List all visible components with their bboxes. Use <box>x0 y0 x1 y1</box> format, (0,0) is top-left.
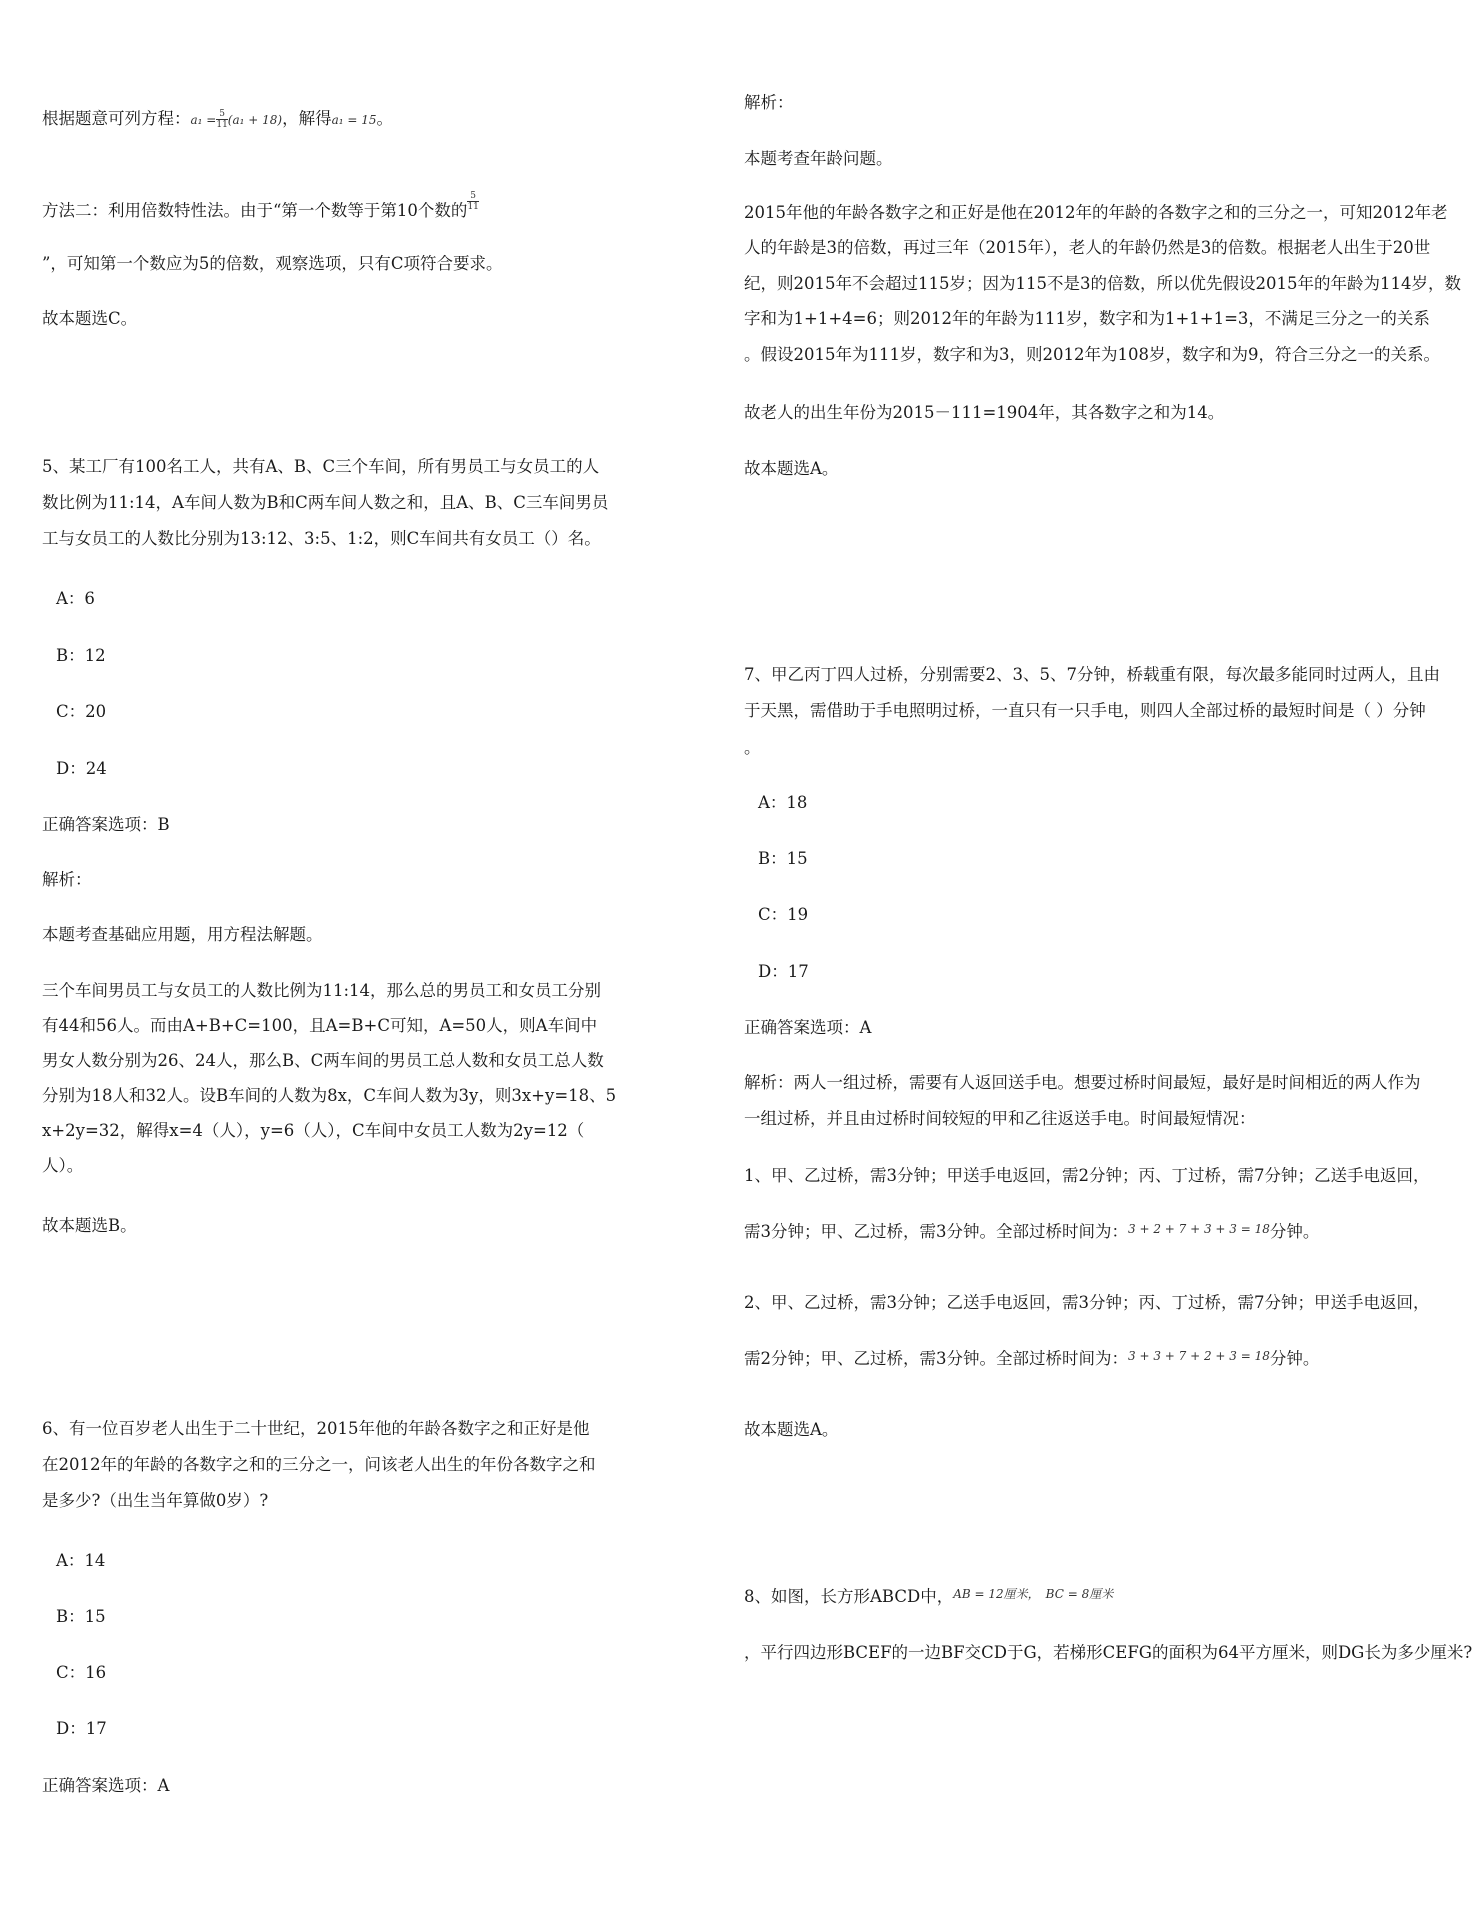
analysis-line: x+2y=32，解得x=4（人），y=6（人），C车间中女员工人数为2y=12（ <box>42 1121 585 1140</box>
fraction-denominator: 11 <box>467 202 479 212</box>
option-d: D：24 <box>56 759 107 778</box>
equation-prefix: 根据题意可列方程： <box>42 109 191 128</box>
analysis-line: 人的年龄是3的倍数，再过三年（2015年），老人的年龄仍然是3的倍数。根据老人出生于20世 <box>744 238 1431 257</box>
case-one-total-line <box>744 1221 1319 1243</box>
question-6-line: 是多少?（出生当年算做0岁）? <box>42 1491 269 1510</box>
math-expression: 3 + 2 + 7 + 3 + 3 = 18 <box>1128 1222 1270 1236</box>
analysis-label: 解析： <box>744 93 794 112</box>
option-d: D：17 <box>758 962 809 981</box>
math-solution: a₁ = 15 <box>331 113 377 127</box>
analysis-line: 解析：两人一组过桥，需要有人返回送手电。想要过桥时间最短，最好是时间相近的两人作为 <box>744 1073 1421 1092</box>
fraction-denominator: 11 <box>216 119 228 130</box>
option-b: B：12 <box>56 646 106 665</box>
question-7-line: 于天黑，需借助于手电照明过桥，一直只有一只手电，则四人全部过桥的最短时间是（ ）分钟 <box>744 701 1426 720</box>
method-two-line <box>42 191 479 222</box>
fraction <box>216 110 227 130</box>
case-one-line: 1、甲、乙过桥，需3分钟；甲送手电返回，需2分钟；丙、丁过桥，需7分钟；乙送手电返回， <box>744 1166 1430 1185</box>
question-5-line: 工与女员工的人数比分别为13:12、3:5、1:2，则C车间共有女员工（）名。 <box>42 529 601 548</box>
question-8-line <box>744 1586 1113 1608</box>
option-c: C：20 <box>56 702 107 721</box>
correct-answer: 正确答案选项：A <box>744 1018 872 1037</box>
analysis-line: 字和为1+1+4=6；则2012年的年龄为111岁，数字和为1+1+1=3，不满足三分之一的关系 <box>744 309 1430 328</box>
question-7-line: 。 <box>744 738 761 757</box>
analysis-line: 一组过桥，并且由过桥时间较短的甲和乙往返送手电。时间最短情况： <box>744 1109 1256 1128</box>
case-two-line: 2、甲、乙过桥，需3分钟；乙送手电返回，需3分钟；丙、丁过桥，需7分钟；甲送手电返回， <box>744 1293 1430 1312</box>
method-two-text: 方法二：利用倍数特性法。由于“第一个数等于第10个数的 <box>42 201 468 220</box>
analysis-line: 纪，则2015年不会超过115岁；因为115不是3的倍数，所以优先假设2015年的年龄为114岁，数 <box>744 274 1461 293</box>
option-a: A：18 <box>758 793 808 812</box>
option-a: A：14 <box>56 1551 106 1570</box>
question-6-line: 在2012年的年龄的各数字之和的三分之一，问该老人出生的年份各数字之和 <box>42 1455 596 1474</box>
analysis-line: 男女人数分别为26、24人，那么B、C两车间的男员工总人数和女员工总人数 <box>42 1051 604 1070</box>
fraction <box>467 192 478 212</box>
question-5-line: 数比例为11:14，A车间人数为B和C两车间人数之和，且A、B、C三车间男员 <box>42 493 609 512</box>
math-expression: AB = 12厘米， <box>953 1587 1040 1601</box>
option-a: A：6 <box>56 589 95 608</box>
option-b: B：15 <box>758 849 808 868</box>
fraction-numerator: 5 <box>470 191 477 201</box>
case-two-total-line <box>744 1348 1319 1370</box>
math-expression: BC = 8厘米 <box>1045 1587 1114 1601</box>
case-one-prefix: 需3分钟；甲、乙过桥，需3分钟。全部过桥时间为： <box>744 1222 1128 1241</box>
math-lhs: a₁ = <box>190 113 217 127</box>
fraction-numerator: 5 <box>219 108 225 119</box>
question-8-line: ，平行四边形BCEF的一边BF交CD于G，若梯形CEFG的面积为64平方厘米，则DG长为多少厘米? <box>744 1643 1472 1662</box>
analysis-line: 三个车间男员工与女员工的人数比例为11:14，那么总的男员工和女员工分别 <box>42 981 602 1000</box>
analysis-line: 。假设2015年为111岁，数字和为3，则2012年为108岁，数字和为9，符合三分之一的关系。 <box>744 345 1440 364</box>
question-5-line: 5、某工厂有100名工人，共有A、B、C三个车间，所有男员工与女员工的人 <box>42 457 600 476</box>
option-c: C：19 <box>758 905 809 924</box>
question-7-line: 7、甲乙丙丁四人过桥，分别需要2、3、5、7分钟，桥载重有限，每次最多能同时过两人，且由 <box>744 665 1440 684</box>
answer-conclusion: 故本题选A。 <box>744 459 839 478</box>
equation-mid: ，解得 <box>282 109 332 128</box>
analysis-intro: 本题考查年龄问题。 <box>744 149 893 168</box>
analysis-label: 解析： <box>42 870 92 889</box>
analysis-line: 分别为18人和32人。设B车间的人数为8x，C车间人数为3y，则3x+y=18、5 <box>42 1086 617 1105</box>
correct-answer: 正确答案选项：B <box>42 815 170 834</box>
analysis-intro: 本题考查基础应用题，用方程法解题。 <box>42 925 323 944</box>
analysis-conclusion-line: 故老人的出生年份为2015－111=1904年，其各数字之和为14。 <box>744 403 1225 422</box>
math-expression: 3 + 3 + 7 + 2 + 3 = 18 <box>1128 1349 1270 1363</box>
math-rhs: (a₁ + 18) <box>227 113 283 127</box>
correct-answer: 正确答案选项：A <box>42 1776 170 1795</box>
equation-line <box>42 108 393 130</box>
answer-conclusion: 故本题选B。 <box>42 1216 137 1235</box>
option-d: D：17 <box>56 1719 107 1738</box>
option-c: C：16 <box>56 1663 107 1682</box>
equation-end: 。 <box>376 109 393 128</box>
case-one-suffix: 分钟。 <box>1269 1222 1320 1241</box>
option-b: B：15 <box>56 1607 106 1626</box>
answer-conclusion: 故本题选C。 <box>42 309 138 328</box>
case-two-prefix: 需2分钟；甲、乙过桥，需3分钟。全部过桥时间为： <box>744 1349 1128 1368</box>
case-two-suffix: 分钟。 <box>1269 1349 1320 1368</box>
analysis-line: 人）。 <box>42 1156 84 1175</box>
analysis-line: 2015年他的年龄各数字之和正好是他在2012年的年龄的各数字之和的三分之一，可知2012年老 <box>744 203 1448 222</box>
answer-conclusion: 故本题选A。 <box>744 1420 839 1439</box>
question-8-prefix: 8、如图，长方形ABCD中， <box>744 1587 954 1606</box>
question-6-line: 6、有一位百岁老人出生于二十世纪，2015年他的年龄各数字之和正好是他 <box>42 1419 590 1438</box>
analysis-line: 有44和56人。而由A+B+C=100，且A=B+C可知，A=50人，则A车间中 <box>42 1016 598 1035</box>
method-two-conclusion: ”，可知第一个数应为5的倍数，观察选项，只有C项符合要求。 <box>42 254 503 273</box>
